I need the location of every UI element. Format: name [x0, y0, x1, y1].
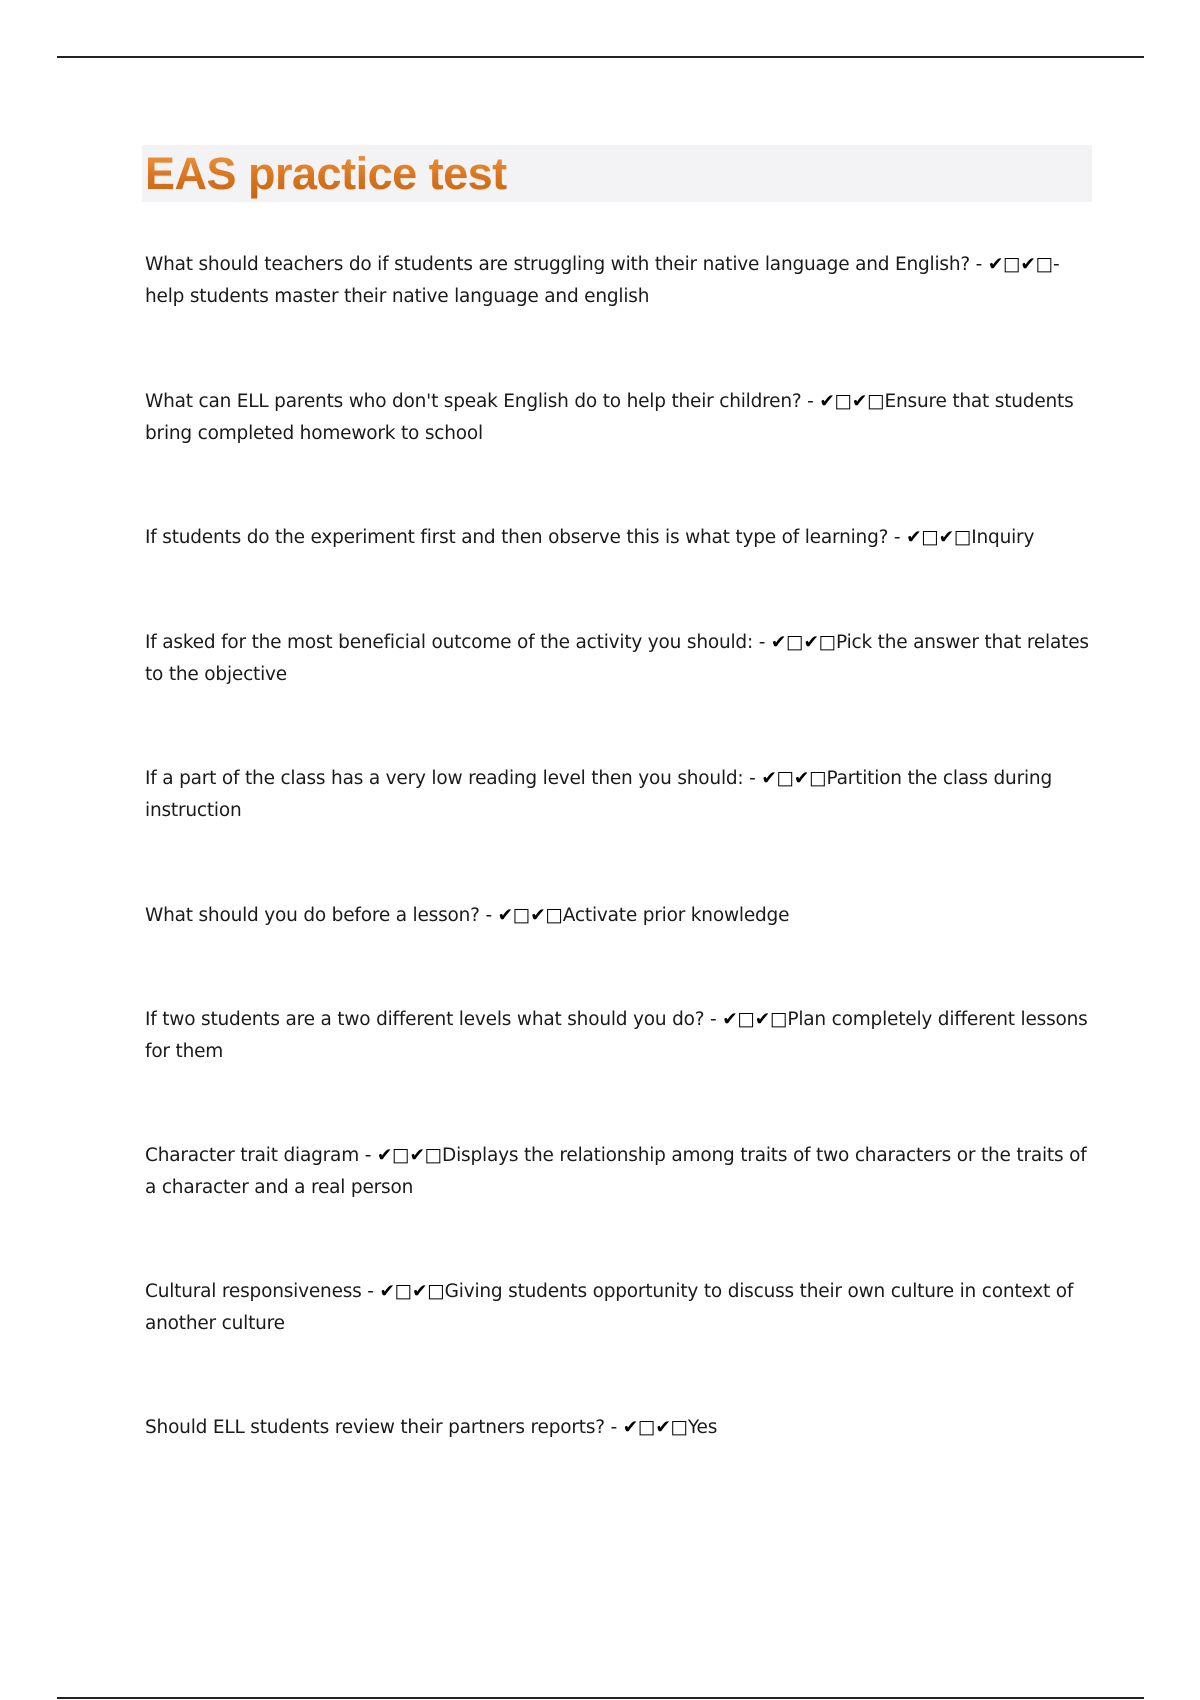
qa-item [145, 522, 1090, 554]
answer-text: Inquiry [971, 527, 1035, 548]
answer-text: Activate prior knowledge [562, 905, 790, 926]
separator: - [888, 527, 907, 548]
question-text: Character trait diagram [145, 1145, 360, 1166]
separator: - [801, 391, 820, 412]
question-text: If asked for the most beneficial outcome of the activity you should: [145, 632, 754, 653]
answer-text: Giving students opportunity to discuss their own culture in context of another culture [145, 1281, 1074, 1334]
separator: - [361, 1281, 380, 1302]
document-title: EAS practice test [145, 146, 507, 202]
check-marker: ✔□✔□ [379, 1281, 445, 1302]
answer-text: Displays the relationship among traits of two characters or the traits of a character and a real person [145, 1145, 1087, 1198]
check-marker: ✔□✔□ [987, 254, 1054, 275]
question-text: Should ELL students review their partners reports? [145, 1417, 605, 1438]
question-text: If students do the experiment first and then observe this is what type of learning? [145, 527, 889, 548]
separator: - [970, 254, 988, 275]
question-text: What should teachers do if students are struggling with their native language and English? [145, 254, 970, 275]
question-text: What can ELL parents who don't speak English do to help their children? [145, 391, 802, 412]
separator: - [479, 905, 498, 926]
separator: - [743, 768, 762, 789]
separator: - [753, 632, 771, 653]
qa-item [145, 249, 1090, 313]
check-marker: ✔□✔□ [906, 527, 972, 548]
question-text: Cultural responsiveness [145, 1281, 362, 1302]
answer-text: Plan completely different lessons for them [145, 1009, 1088, 1062]
qa-item [145, 1412, 1090, 1444]
check-marker: ✔□✔□ [770, 632, 837, 653]
question-text: If two students are a two different levels what should you do? [145, 1009, 705, 1030]
check-marker: ✔□✔□ [722, 1009, 788, 1030]
answer-text: -help students master their native language and english [145, 254, 1060, 307]
check-marker: ✔□✔□ [622, 1417, 688, 1438]
question-text: If a part of the class has a very low reading level then you should: [145, 768, 744, 789]
qa-item [145, 1276, 1090, 1340]
qa-item [145, 1004, 1090, 1068]
separator: - [604, 1417, 623, 1438]
answer-text: Partition the class during instruction [145, 768, 1052, 821]
answer-text: Pick the answer that relates to the objective [145, 632, 1089, 685]
qa-item [145, 1140, 1090, 1204]
answer-text: Yes [687, 1417, 718, 1438]
answer-text: Ensure that students bring completed homework to school [145, 391, 1074, 444]
check-marker: ✔□✔□ [761, 768, 827, 789]
separator: - [359, 1145, 377, 1166]
footer-rule [57, 1697, 1144, 1699]
qa-item [145, 900, 1090, 932]
check-marker: ✔□✔□ [497, 905, 563, 926]
qa-item [145, 386, 1090, 450]
check-marker: ✔□✔□ [376, 1145, 443, 1166]
question-text: What should you do before a lesson? [145, 905, 480, 926]
separator: - [704, 1009, 723, 1030]
header-rule [57, 56, 1144, 58]
qa-item [145, 627, 1090, 691]
qa-item [145, 763, 1090, 827]
check-marker: ✔□✔□ [819, 391, 885, 412]
